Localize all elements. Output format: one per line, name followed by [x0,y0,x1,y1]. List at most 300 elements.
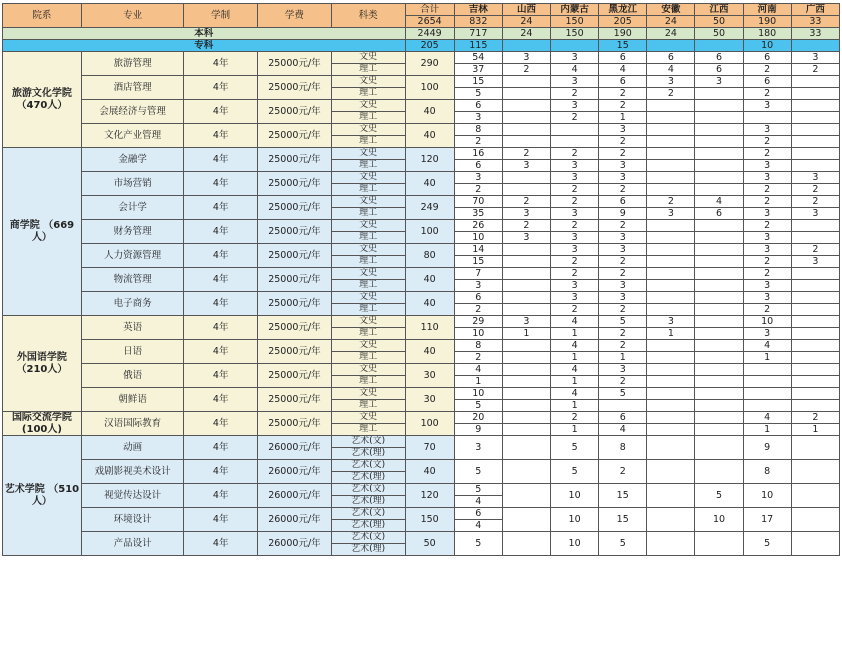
zhuanke-summary-row [3,40,840,52]
major-name: 旅游管理 [81,52,183,76]
quota-cell: 10 [454,328,502,340]
quota-cell: 6 [695,64,743,76]
quota-cell: 3 [599,244,647,256]
quota-cell: 2 [551,304,599,316]
quota-cell [647,136,695,148]
header-province-count: 190 [743,16,791,28]
major-name: 电子商务 [81,292,183,316]
major-duration: 4年 [184,148,258,172]
quota-cell: 2 [599,304,647,316]
quota-cell [695,244,743,256]
quota-cell: 4 [551,316,599,328]
major-row [3,220,840,232]
quota-cell [743,364,791,376]
category: 文史 [331,244,405,256]
quota-cell: 6 [743,52,791,64]
major-name: 日语 [81,340,183,364]
header-total-value: 2654 [405,16,454,28]
major-fee: 25000元/年 [258,412,332,436]
quota-cell: 4 [551,364,599,376]
category: 文史 [331,388,405,400]
major-row [3,244,840,256]
quota-cell [695,232,743,244]
major-total: 150 [405,508,454,532]
major-total: 290 [405,52,454,76]
quota-cell [791,460,839,484]
benke-value: 24 [647,28,695,40]
quota-cell: 29 [454,316,502,328]
major-total: 249 [405,196,454,220]
quota-cell [647,304,695,316]
category: 理工 [331,64,405,76]
benke-summary-row [3,28,840,40]
quota-cell: 2 [551,112,599,124]
major-fee: 26000元/年 [258,508,332,532]
category: 理工 [331,88,405,100]
quota-cell: 5 [695,484,743,508]
quota-cell [695,112,743,124]
quota-cell: 20 [454,412,502,424]
quota-cell [502,424,550,436]
quota-cell [791,232,839,244]
header-province-count: 24 [647,16,695,28]
quota-cell: 4 [599,424,647,436]
major-duration: 4年 [184,292,258,316]
quota-cell: 2 [791,412,839,424]
zhuanke-value: 10 [743,40,791,52]
major-duration: 4年 [184,76,258,100]
major-row [3,76,840,88]
quota-cell [695,100,743,112]
quota-cell: 4 [454,520,502,532]
quota-cell: 70 [454,196,502,208]
quota-cell [502,172,550,184]
quota-cell: 9 [743,436,791,460]
quota-cell: 2 [502,148,550,160]
quota-cell: 2 [599,148,647,160]
quota-cell: 4 [647,64,695,76]
benke-value: 33 [791,28,839,40]
quota-cell [502,340,550,352]
quota-cell [695,316,743,328]
quota-cell: 3 [695,76,743,88]
quota-cell [695,532,743,556]
header-province: 江西 [695,4,743,16]
category: 艺术(理) [331,472,405,484]
major-fee: 25000元/年 [258,268,332,292]
quota-cell: 2 [454,136,502,148]
quota-cell: 5 [454,460,502,484]
category: 文史 [331,124,405,136]
quota-cell [695,172,743,184]
quota-cell: 3 [791,256,839,268]
header-province: 安徽 [647,4,695,16]
quota-cell: 5 [454,88,502,100]
quota-cell [695,460,743,484]
quota-cell [502,256,550,268]
zhuanke-value: 205 [405,40,454,52]
major-name: 朝鲜语 [81,388,183,412]
quota-cell [647,172,695,184]
category: 理工 [331,160,405,172]
category: 艺术(理) [331,496,405,508]
quota-cell [791,280,839,292]
quota-cell [647,376,695,388]
major-name: 会计学 [81,196,183,220]
quota-cell: 2 [743,88,791,100]
quota-cell: 1 [647,328,695,340]
quota-cell: 3 [551,172,599,184]
quota-cell: 2 [599,256,647,268]
quota-cell: 15 [454,76,502,88]
major-name: 文化产业管理 [81,124,183,148]
major-row [3,388,840,400]
major-row [3,292,840,304]
quota-cell [502,376,550,388]
major-row [3,124,840,136]
quota-cell [551,124,599,136]
enrollment-plan-table [2,3,840,556]
quota-cell [647,424,695,436]
quota-cell: 2 [743,196,791,208]
quota-cell: 1 [743,424,791,436]
quota-cell [502,388,550,400]
quota-cell: 3 [599,172,647,184]
quota-cell: 2 [743,184,791,196]
quota-cell: 5 [599,388,647,400]
major-name: 产品设计 [81,532,183,556]
quota-cell: 2 [647,88,695,100]
quota-cell: 2 [599,100,647,112]
quota-cell: 2 [551,220,599,232]
header-province: 黑龙江 [599,4,647,16]
quota-cell [647,436,695,460]
major-fee: 25000元/年 [258,292,332,316]
quota-cell: 5 [599,532,647,556]
quota-cell [695,352,743,364]
major-row [3,172,840,184]
quota-cell: 3 [743,208,791,220]
quota-cell: 6 [599,412,647,424]
zhuanke-value: 15 [599,40,647,52]
major-duration: 4年 [184,124,258,148]
quota-cell: 2 [791,196,839,208]
quota-cell: 2 [743,148,791,160]
benke-value: 190 [599,28,647,40]
major-name: 酒店管理 [81,76,183,100]
quota-cell [695,292,743,304]
category: 文史 [331,148,405,160]
quota-cell: 37 [454,64,502,76]
quota-cell [695,424,743,436]
quota-cell: 9 [454,424,502,436]
category: 文史 [331,268,405,280]
quota-cell [502,304,550,316]
quota-cell: 5 [599,316,647,328]
major-fee: 25000元/年 [258,316,332,340]
major-name: 戏剧影视美术设计 [81,460,183,484]
quota-cell: 3 [502,232,550,244]
major-total: 30 [405,364,454,388]
major-row [3,148,840,160]
quota-cell: 3 [791,208,839,220]
quota-cell: 2 [647,196,695,208]
quota-cell [695,136,743,148]
quota-cell [551,136,599,148]
quota-cell: 2 [743,304,791,316]
major-name: 英语 [81,316,183,340]
major-duration: 4年 [184,172,258,196]
quota-cell [791,316,839,328]
benke-value: 50 [695,28,743,40]
quota-cell: 1 [551,352,599,364]
major-duration: 4年 [184,388,258,412]
quota-cell [647,340,695,352]
college-name: 旅游文化学院 （470人） [3,52,82,148]
quota-cell: 3 [454,172,502,184]
quota-cell [647,148,695,160]
quota-cell: 1 [454,376,502,388]
quota-cell: 2 [551,196,599,208]
category: 文史 [331,76,405,88]
header-province: 内蒙古 [551,4,599,16]
quota-cell: 6 [454,100,502,112]
quota-cell [599,400,647,412]
quota-cell [647,460,695,484]
quota-cell [695,340,743,352]
quota-cell: 2 [502,220,550,232]
quota-cell: 3 [743,172,791,184]
category: 理工 [331,280,405,292]
college-name: 外国语学院 （210人） [3,316,82,412]
major-row [3,532,840,544]
quota-cell: 14 [454,244,502,256]
major-duration: 4年 [184,532,258,556]
quota-cell: 3 [599,280,647,292]
benke-value: 24 [502,28,550,40]
quota-cell [791,340,839,352]
quota-cell [791,388,839,400]
major-fee: 25000元/年 [258,340,332,364]
quota-cell: 6 [599,196,647,208]
quota-cell: 2 [502,196,550,208]
quota-cell: 6 [695,52,743,64]
major-row [3,196,840,208]
quota-cell: 1 [551,400,599,412]
quota-cell: 2 [551,148,599,160]
category: 艺术(文) [331,484,405,496]
category: 理工 [331,232,405,244]
category: 理工 [331,400,405,412]
quota-cell: 5 [551,436,599,460]
quota-cell: 6 [454,160,502,172]
quota-cell: 7 [454,268,502,280]
major-name: 汉语国际教育 [81,412,183,436]
quota-cell [647,484,695,508]
quota-cell: 10 [551,508,599,532]
quota-cell: 4 [454,364,502,376]
quota-cell: 6 [743,76,791,88]
major-duration: 4年 [184,52,258,76]
quota-cell: 2 [454,352,502,364]
zhuanke-value [791,40,839,52]
category: 理工 [331,208,405,220]
quota-cell: 3 [502,316,550,328]
quota-cell: 2 [454,304,502,316]
quota-cell: 3 [599,124,647,136]
quota-cell [791,400,839,412]
quota-cell [695,328,743,340]
quota-cell: 35 [454,208,502,220]
quota-cell: 2 [791,244,839,256]
quota-cell: 4 [551,64,599,76]
quota-cell: 10 [695,508,743,532]
quota-cell: 1 [551,424,599,436]
quota-cell: 1 [791,424,839,436]
category: 艺术(理) [331,520,405,532]
quota-cell [502,244,550,256]
major-duration: 4年 [184,220,258,244]
quota-cell [502,292,550,304]
quota-cell: 3 [551,76,599,88]
category: 理工 [331,136,405,148]
header-province-count: 33 [791,16,839,28]
quota-cell: 3 [743,160,791,172]
quota-cell: 3 [551,244,599,256]
header-category: 科类 [331,4,405,28]
major-total: 100 [405,76,454,100]
quota-cell [502,112,550,124]
major-fee: 25000元/年 [258,364,332,388]
quota-cell [647,364,695,376]
quota-cell: 2 [551,412,599,424]
quota-cell: 3 [454,436,502,460]
header-province: 河南 [743,4,791,16]
major-duration: 4年 [184,508,258,532]
quota-cell [502,76,550,88]
quota-cell: 3 [743,100,791,112]
quota-cell [502,460,550,484]
major-total: 100 [405,412,454,436]
quota-cell [502,268,550,280]
header-province-count: 832 [454,16,502,28]
quota-cell [743,376,791,388]
quota-cell: 2 [599,268,647,280]
major-duration: 4年 [184,100,258,124]
quota-cell [791,508,839,532]
category: 文史 [331,100,405,112]
benke-value: 180 [743,28,791,40]
quota-cell: 2 [743,268,791,280]
major-total: 120 [405,484,454,508]
quota-cell [695,436,743,460]
major-row [3,268,840,280]
category: 文史 [331,364,405,376]
major-duration: 4年 [184,196,258,220]
quota-cell: 3 [551,280,599,292]
quota-cell [502,88,550,100]
quota-cell: 10 [743,484,791,508]
quota-cell [647,124,695,136]
major-fee: 25000元/年 [258,76,332,100]
quota-cell: 3 [502,208,550,220]
quota-cell [502,508,550,532]
category: 文史 [331,412,405,424]
major-name: 财务管理 [81,220,183,244]
quota-cell: 2 [743,136,791,148]
quota-cell [695,256,743,268]
benke-value: 2449 [405,28,454,40]
major-total: 30 [405,388,454,412]
quota-cell: 2 [599,328,647,340]
major-duration: 4年 [184,244,258,268]
major-total: 40 [405,124,454,148]
quota-cell: 3 [551,232,599,244]
major-fee: 26000元/年 [258,436,332,460]
quota-cell [791,328,839,340]
quota-cell: 6 [454,292,502,304]
quota-cell [647,256,695,268]
quota-cell [791,352,839,364]
quota-cell: 5 [743,532,791,556]
zhuanke-value [695,40,743,52]
major-fee: 25000元/年 [258,172,332,196]
quota-cell [647,184,695,196]
quota-cell: 10 [551,484,599,508]
zhuanke-value [647,40,695,52]
category: 理工 [331,376,405,388]
quota-cell: 3 [647,316,695,328]
quota-cell: 15 [599,484,647,508]
quota-cell: 3 [502,160,550,172]
category: 理工 [331,184,405,196]
quota-cell [791,160,839,172]
major-row [3,340,840,352]
major-row [3,52,840,64]
quota-cell: 3 [599,160,647,172]
major-fee: 25000元/年 [258,196,332,220]
quota-cell: 2 [599,184,647,196]
quota-cell: 26 [454,220,502,232]
quota-cell: 4 [551,388,599,400]
category: 艺术(理) [331,448,405,460]
header-total: 合计 [405,4,454,16]
quota-cell [791,112,839,124]
category: 理工 [331,328,405,340]
quota-cell: 3 [791,52,839,64]
major-duration: 4年 [184,460,258,484]
quota-cell: 6 [647,52,695,64]
major-total: 40 [405,100,454,124]
category: 文史 [331,316,405,328]
major-fee: 25000元/年 [258,124,332,148]
major-name: 市场营销 [81,172,183,196]
quota-cell [502,532,550,556]
category: 理工 [331,112,405,124]
college-name: 艺术学院 （510人） [3,436,82,556]
category: 理工 [331,424,405,436]
quota-cell: 2 [599,460,647,484]
quota-cell [791,88,839,100]
quota-cell [695,412,743,424]
quota-cell [647,160,695,172]
quota-cell: 1 [599,112,647,124]
quota-cell [695,160,743,172]
quota-cell [502,184,550,196]
quota-cell: 3 [502,52,550,64]
quota-cell: 8 [454,340,502,352]
major-fee: 25000元/年 [258,52,332,76]
